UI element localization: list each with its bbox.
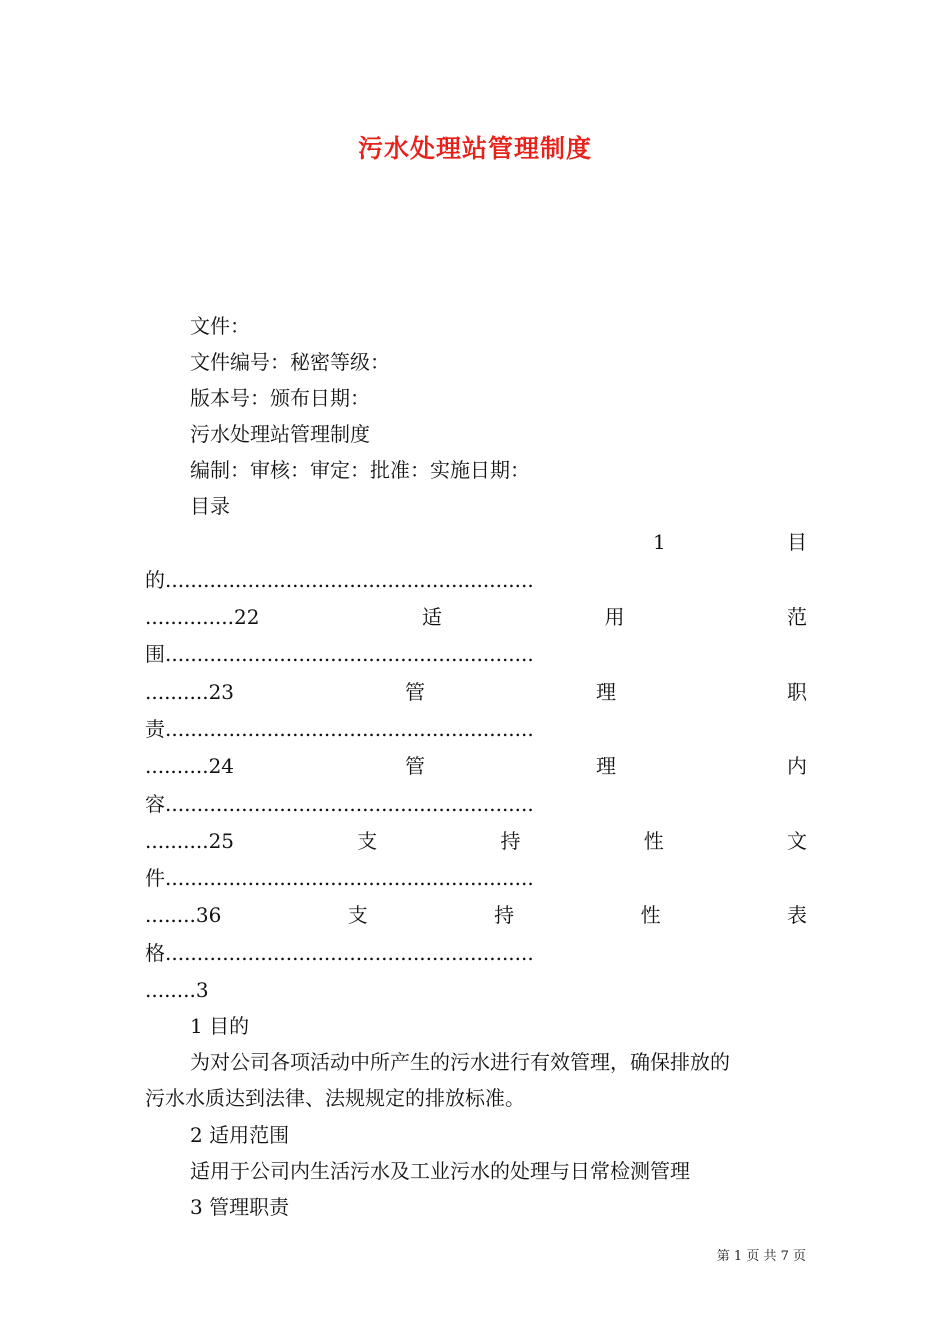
toc-char: 范: [787, 605, 807, 629]
toc-row-1: [145, 528, 807, 556]
section-body-scope: 适用于公司内生活污水及工业污水的处理与日常检测管理: [190, 1159, 690, 1183]
toc-char: 性: [640, 903, 661, 927]
section-body-purpose-1: 为对公司各项活动中所产生的污水进行有效管理，确保排放的: [190, 1050, 730, 1074]
toc-row-3: [145, 603, 807, 631]
toc-char: 用: [604, 605, 625, 629]
toc-row-11: [145, 901, 807, 929]
toc-dots: ........36: [145, 903, 222, 927]
toc-char: 理: [596, 754, 616, 778]
toc-row-8: 容..........................................................: [145, 792, 534, 816]
toc-char: 支: [357, 829, 378, 853]
header-line-number-secrecy: 文件编号：秘密等级：: [190, 350, 390, 374]
toc-char: 持: [500, 829, 521, 853]
header-line-version-date: 版本号：颁布日期：: [190, 386, 370, 410]
toc-dots: ..............22: [145, 605, 260, 629]
toc-num: 1: [653, 530, 666, 554]
toc-char: 持: [494, 903, 515, 927]
toc-row-4: 围..........................................................: [145, 642, 534, 666]
toc-char: 职: [786, 680, 807, 704]
toc-char: 目: [787, 530, 807, 554]
toc-row-9: [145, 827, 807, 855]
toc-char: 内: [786, 754, 807, 778]
header-line-file: 文件：: [190, 314, 250, 338]
toc-char: 管: [405, 754, 426, 778]
page-footer: 第 1 页 共 7 页: [716, 1249, 806, 1264]
toc-row-13: ........3: [145, 978, 209, 1002]
toc-row-7: [145, 752, 807, 780]
toc-row-5: [145, 678, 807, 706]
header-line-doc-name: 污水处理站管理制度: [190, 422, 370, 446]
section-heading-responsibility: 3 管理职责: [190, 1195, 290, 1219]
toc-dots: ..........25: [145, 829, 235, 853]
toc-char: 性: [643, 829, 664, 853]
page-title: 污水处理站管理制度: [357, 134, 592, 163]
toc-dots: ..........23: [145, 680, 235, 704]
toc-char: 文: [786, 829, 807, 853]
toc-char: 理: [596, 680, 616, 704]
section-body-purpose-2: 污水水质达到法律、法规规定的排放标准。: [145, 1086, 525, 1110]
section-heading-scope: 2 适用范围: [190, 1123, 290, 1147]
toc-char: 适: [421, 605, 442, 629]
toc-dots: ..........24: [145, 754, 235, 778]
toc-char: 管: [405, 680, 426, 704]
toc-row-6: 责..........................................................: [145, 717, 534, 741]
toc-char: 支: [347, 903, 368, 927]
header-line-approvals: 编制：审核：审定：批准：实施日期：: [190, 458, 530, 482]
toc-row-2: 的..........................................................: [145, 568, 534, 592]
toc-heading: 目录: [190, 494, 230, 518]
toc-char: 表: [787, 903, 807, 927]
toc-row-10: 件..........................................................: [145, 866, 534, 890]
toc-row-12: 格..........................................................: [145, 941, 534, 965]
section-heading-purpose: 1 目的: [190, 1014, 250, 1038]
